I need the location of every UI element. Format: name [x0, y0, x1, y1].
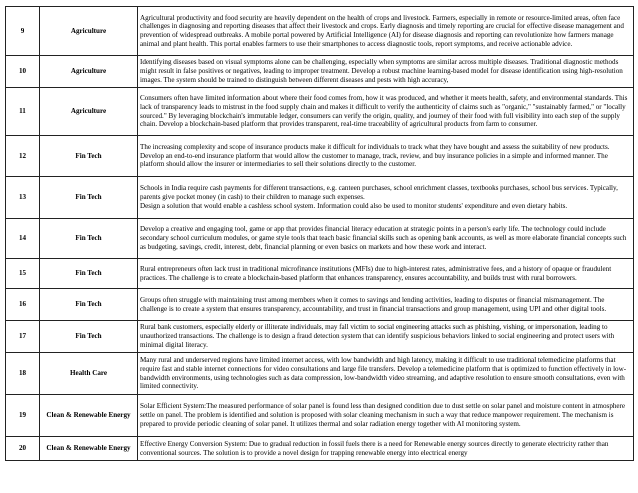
- row-theme: Fin Tech: [40, 289, 138, 321]
- row-number: 16: [6, 289, 40, 321]
- table-row: [6, 437, 634, 461]
- row-number: 9: [6, 7, 40, 56]
- row-description: Rural bank customers, especially elderly or illiterate individuals, may fall victim to social engineering attacks such as phishing, vishing, or impersonation, leading to unauthorized transactions. The challenge is to design a fraud detection system that can identify suspicious behaviors linked to social engineering and protect users with minimal digital literacy.: [138, 321, 634, 353]
- row-theme: Agriculture: [40, 7, 138, 56]
- row-number: 14: [6, 219, 40, 259]
- table-row: [6, 259, 634, 289]
- row-theme: Fin Tech: [40, 259, 138, 289]
- row-description: Consumers often have limited information about where their food comes from, how it was produced, and whether it meets health, safety, and environmental standards. This lack of transparency leads to mistrust in the food supply chain and makes it difficult to verify the authenticity of claims such as "organic," "sustainably farmed," or "locally sourced." By leveraging blockchain's immutable ledger, consumers can verify the origin, quality, and journey of their food with full visibility into each step of the supply chain. Develop a blockchain-based platform that provides transparent, real-time traceability of agricultural products from farm to consumer.: [138, 88, 634, 136]
- table-row: [6, 321, 634, 353]
- row-number: 17: [6, 321, 40, 353]
- table-row: [6, 56, 634, 88]
- row-description: The increasing complexity and scope of insurance products make it difficult for individuals to track what they have bought and assess the suitability of new products. Develop an end-to-end insurance platform that would allow the customer to manage, track, review, and buy insurance policies in a simple and informed manner. The platform should allow the insurer or intermediaries to sell their solutions directly to the customer.: [138, 136, 634, 177]
- row-description: Groups often struggle with maintaining trust among members when it comes to savings and lending activities, leading to disputes or financial mismanagement. The challenge is to create a system that ensures transparency, accountability, and trust in financial transactions and group management, using UPI and other digital tools.: [138, 289, 634, 321]
- row-description: Schools in India require cash payments for different transactions, e.g. canteen purchases, school enrichment classes, textbooks purchases, school bus services. Typically, parents give pocket money (in cash) to their children to manage such expenses. Design a solution that would enable a cashless school system. Information could also be used to monitor students' expenditure and even dietary habits.: [138, 177, 634, 219]
- row-description: Rural entrepreneurs often lack trust in traditional microfinance institutions (MFIs) due to high-interest rates, administrative fees, and a history of opaque or fraudulent practices. The challenge is to create a blockchain-based platform that enhances transparency, ensures accountability, and builds trust with rural borrowers.: [138, 259, 634, 289]
- row-number: 15: [6, 259, 40, 289]
- row-theme: Clean & Renewable Energy: [40, 395, 138, 437]
- row-theme: Health Care: [40, 353, 138, 395]
- row-number: 13: [6, 177, 40, 219]
- row-theme: Fin Tech: [40, 321, 138, 353]
- row-description: Many rural and underserved regions have limited internet access, with low bandwidth and high latency, making it difficult to use traditional telemedicine platforms that require fast and stable internet connections for video consultations and large file transfers. Develop a telemedicine platform that is optimized to function effectively in low-bandwidth environments, using technologies such as data compression, low-bandwidth video streaming, and adaptive resolution to ensure smooth consultations, even with limited connectivity.: [138, 353, 634, 395]
- row-number: 12: [6, 136, 40, 177]
- row-theme: Fin Tech: [40, 219, 138, 259]
- row-description: Effective Energy Conversion System: Due to gradual reduction in fossil fuels there is a need for Renewable energy sources directly to generate electricity rather than conventional sources. The solution is to provide a novel design for trapping renewable energy into electrical energy: [138, 437, 634, 461]
- row-description: Solar Efficient System:The measured performance of solar panel is found less than designed condition due to dust settle on solar panel and moisture content in atmosphere settle on panel. The problem is identified and solution is proposed with solar cleaning mechanism in such a way that reduce manpower requirement. The mechanism is prepared to provide periodic cleaning of solar panel. It utilizes thermal and solar radiation energy together with AI monitoring system.: [138, 395, 634, 437]
- table-row: [6, 7, 634, 56]
- row-description: Agricultural productivity and food security are heavily dependent on the health of crops and livestock. Farmers, especially in remote or resource-limited areas, often face challenges in diagnosing and reporting diseases that affect their livestock and crops. Early diagnosis and timely reporting are crucial for effective disease management and prevention of widespread outbreaks. A mobile portal powered by Artificial Intelligence (AI) for disease diagnosis and reporting can revolutionize how farmers manage animal and plant health. This portal enables farmers to use their smartphones to access diagnostic tools, report symptoms, and receive actionable advice.: [138, 7, 634, 56]
- table-row: [6, 177, 634, 219]
- table-row: [6, 353, 634, 395]
- row-number: 19: [6, 395, 40, 437]
- row-number: 18: [6, 353, 40, 395]
- row-theme: Fin Tech: [40, 136, 138, 177]
- row-theme: Agriculture: [40, 56, 138, 88]
- row-theme: Fin Tech: [40, 177, 138, 219]
- row-number: 10: [6, 56, 40, 88]
- row-description: Identifying diseases based on visual symptoms alone can be challenging, especially when symptoms are similar across multiple diseases. Traditional diagnostic methods might result in false positives or negatives, leading to improper treatment. Develop a robust machine learning-based model for disease identification using high-resolution images. The system should be trained to distinguish between different diseases and pests with high accuracy,: [138, 56, 634, 88]
- row-number: 20: [6, 437, 40, 461]
- table-row: [6, 219, 634, 259]
- row-description: Develop a creative and engaging tool, game or app that provides financial literacy education at strategic points in a person's early life. The technology could include secondary school curriculum modules, or game style tools that teach basic financial skills such as opening bank accounts, as well as more elaborate financial concepts such as budgeting, savings, credit, interest, debt, financial planning or even basics on markets and how these work and interact.: [138, 219, 634, 259]
- table-row: [6, 289, 634, 321]
- row-theme: Agriculture: [40, 88, 138, 136]
- table-row: [6, 88, 634, 136]
- table-row: [6, 136, 634, 177]
- row-theme: Clean & Renewable Energy: [40, 437, 138, 461]
- row-number: 11: [6, 88, 40, 136]
- problem-statements-table: [5, 6, 634, 461]
- table-row: [6, 395, 634, 437]
